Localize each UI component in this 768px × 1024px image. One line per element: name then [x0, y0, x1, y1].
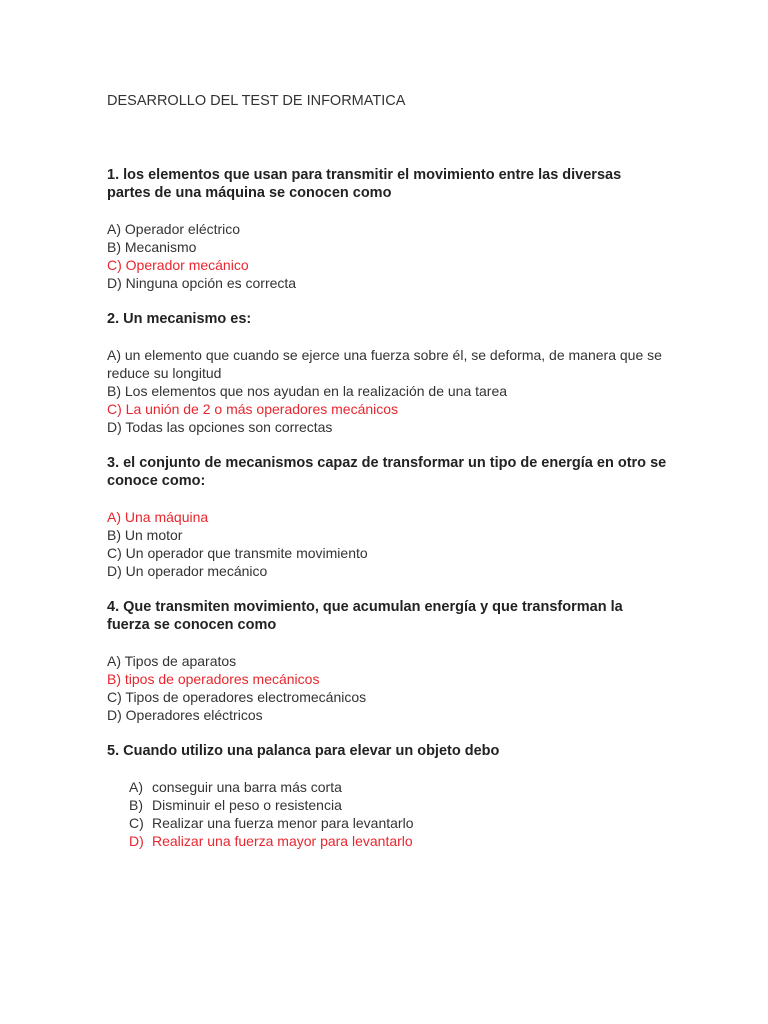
- question-3: [107, 454, 667, 580]
- document-title: DESARROLLO DEL TEST DE INFORMATICA: [107, 93, 406, 109]
- answer-options: [107, 778, 667, 850]
- option-letter: B): [129, 797, 143, 813]
- answer-option-c: [107, 814, 667, 832]
- answer-options: [107, 346, 667, 436]
- answer-option-a: [107, 778, 667, 796]
- answer-option-d: D) Operadores eléctricos: [107, 707, 263, 723]
- answer-option-d: D) Todas las opciones son correctas: [107, 419, 333, 435]
- answer-option-a: A) Tipos de aparatos: [107, 653, 237, 669]
- answer-option-b: [107, 796, 667, 814]
- option-text: Realizar una fuerza mayor para levantarlo: [152, 833, 413, 849]
- option-text: Disminuir el peso o resistencia: [152, 797, 342, 813]
- question-2: [107, 310, 667, 436]
- answer-option-c: C) Un operador que transmite movimiento: [107, 545, 368, 561]
- option-letter: A): [129, 779, 143, 795]
- option-letter: C): [129, 815, 144, 831]
- question-text: 4. Que transmiten movimiento, que acumulan energía y que transforman la fuerza se conocen como: [107, 599, 623, 633]
- question-4: [107, 598, 667, 724]
- question-1: [107, 166, 667, 292]
- answer-option-d: D) Un operador mecánico: [107, 563, 268, 579]
- answer-options: [107, 220, 667, 292]
- answer-option-c-correct: C) La unión de 2 o más operadores mecánicos: [107, 401, 399, 417]
- answer-option-a: A) Operador eléctrico: [107, 221, 241, 237]
- option-text: Realizar una fuerza menor para levantarlo: [152, 815, 414, 831]
- answer-option-d: D) Ninguna opción es correcta: [107, 275, 297, 291]
- option-text: conseguir una barra más corta: [152, 779, 342, 795]
- answer-option-b: B) Mecanismo: [107, 239, 197, 255]
- question-text: 1. los elementos que usan para transmitir el movimiento entre las diversas partes de una máquina se conocen como: [107, 167, 622, 201]
- answer-option-b-correct: B) tipos de operadores mecánicos: [107, 671, 320, 687]
- answer-option-a-correct: A) Una máquina: [107, 509, 209, 525]
- question-text: 2. Un mecanismo es:: [107, 311, 252, 327]
- question-text: 5. Cuando utilizo una palanca para elevar un objeto debo: [107, 743, 500, 759]
- answer-option-c: C) Tipos de operadores electromecánicos: [107, 689, 367, 705]
- answer-option-a: A) un elemento que cuando se ejerce una fuerza sobre él, se deforma, de manera que se reduce su longitud: [107, 347, 662, 381]
- question-5: [107, 742, 667, 850]
- answer-option-c-correct: C) Operador mecánico: [107, 257, 249, 273]
- answer-option-b: B) Un motor: [107, 527, 183, 543]
- document-page: [107, 92, 667, 850]
- answer-options: [107, 652, 667, 724]
- question-text: 3. el conjunto de mecanismos capaz de transformar un tipo de energía en otro se conoce como:: [107, 455, 667, 489]
- answer-options: [107, 508, 667, 580]
- answer-option-d-correct: [107, 832, 667, 850]
- answer-option-b: B) Los elementos que nos ayudan en la realización de una tarea: [107, 383, 508, 399]
- option-letter: D): [129, 833, 144, 849]
